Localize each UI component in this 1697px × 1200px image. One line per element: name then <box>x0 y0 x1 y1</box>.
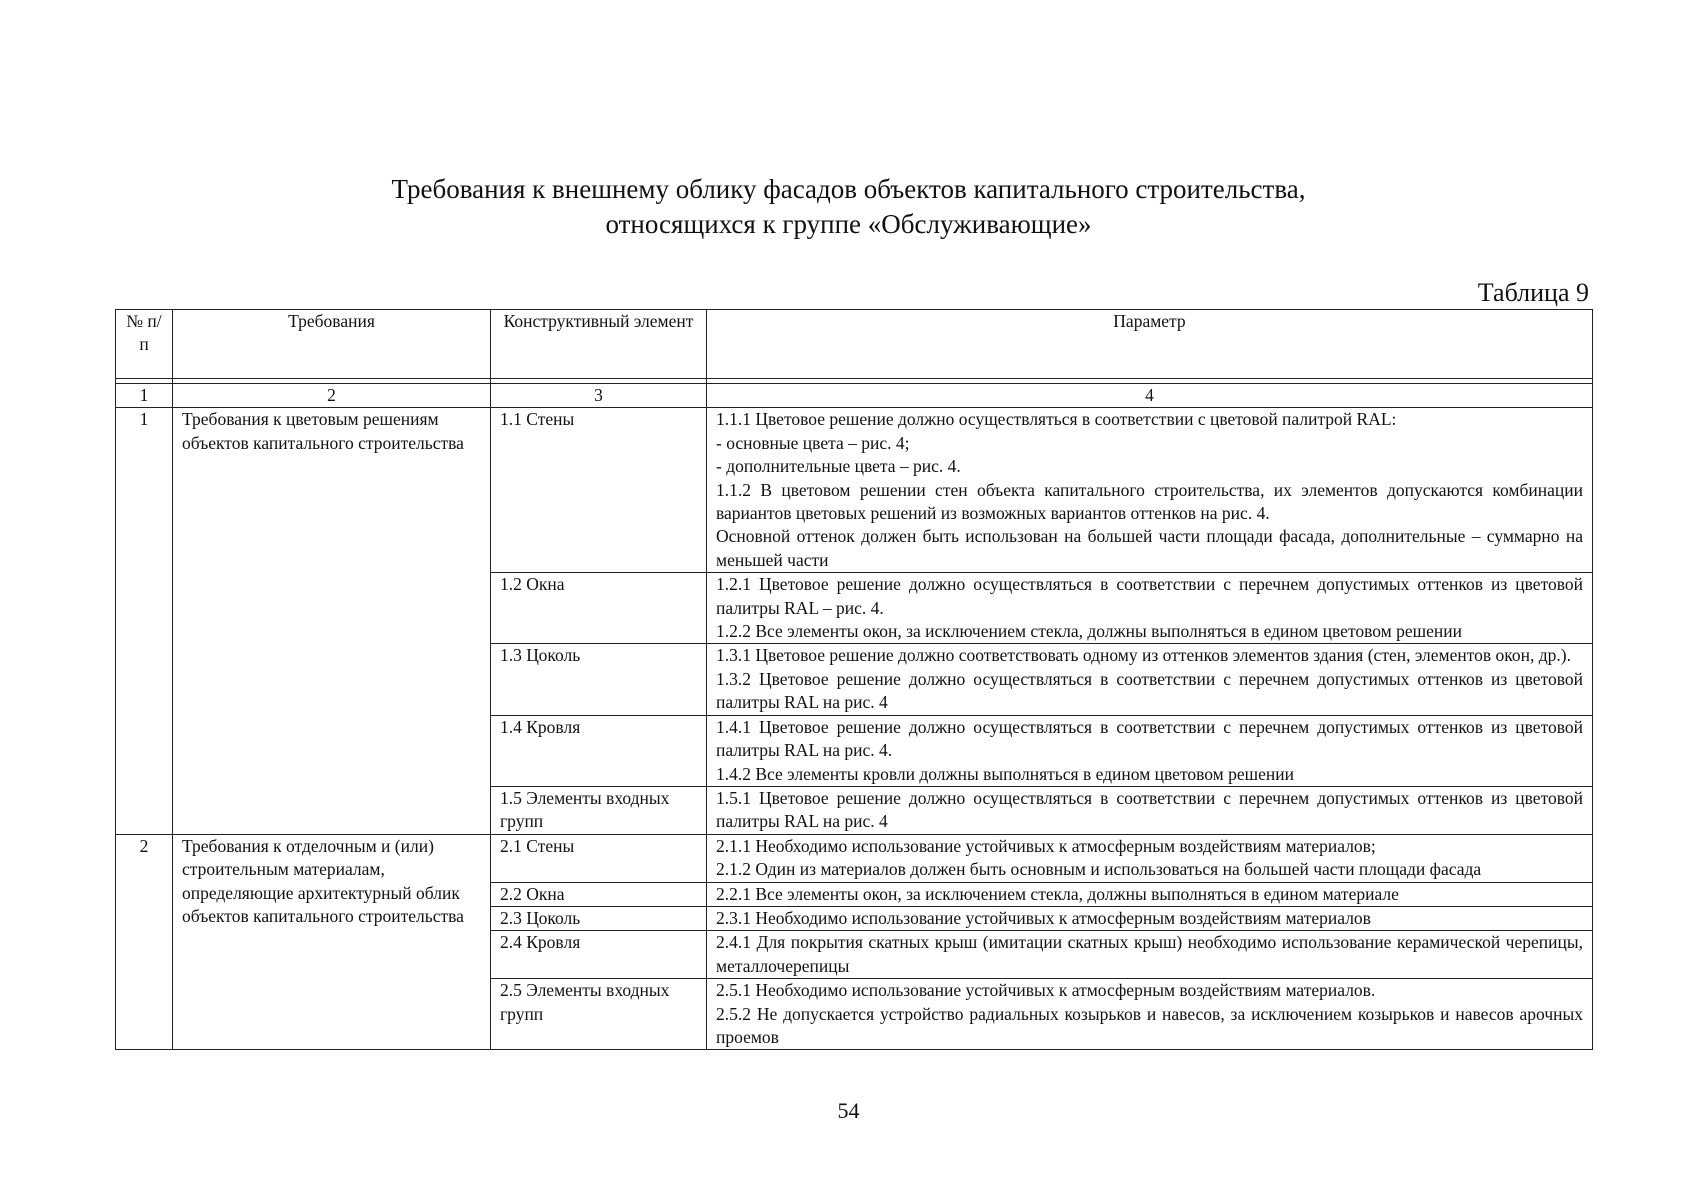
header-requirements: Требования <box>173 310 491 379</box>
construction-element: 1.5 Элементы входных групп <box>491 786 707 834</box>
construction-element: 2.5 Элементы входных групп <box>491 979 707 1050</box>
group-number: 2 <box>116 834 173 1050</box>
column-numbers-row <box>116 384 1593 408</box>
header-construction-element: Конструктивный элемент <box>491 310 707 379</box>
parameter-cell <box>707 573 1593 644</box>
column-number-3: 3 <box>491 384 707 408</box>
parameter-item: 1.1.2 В цветовом решении стен объекта капитального строительства, их элементов допускаются комбинации вариантов цветовых решений из возможных вариантов оттенков на рис. 4. <box>716 479 1583 524</box>
construction-element: 2.3 Цоколь <box>491 906 707 930</box>
parameter-cell <box>707 906 1593 930</box>
column-number-4: 4 <box>707 384 1593 408</box>
table-header-row <box>116 310 1593 379</box>
header-number: № п/п <box>116 310 173 379</box>
document-title <box>0 172 1697 242</box>
parameter-item: 1.2.2 Все элементы окон, за исключением стекла, должны выполняться в едином цветовом решении <box>716 621 1462 642</box>
table-label: Таблица 9 <box>1477 278 1589 307</box>
parameter-item: 2.4.1 Для покрытия скатных крыш (имитации скатных крыш) необходимо использование керамической черепицы, металлочерепицы <box>716 932 1583 976</box>
construction-element: 1.4 Кровля <box>491 715 707 786</box>
parameter-item: 1.3.2 Цветовое решение должно осуществляться в соответствии с перечнем допустимых оттенков из цветовой палитры RAL на рис. 4 <box>716 668 1583 713</box>
parameter-item: 1.5.1 Цветовое решение должно осуществляться в соответствии с перечнем допустимых оттенков из цветовой палитры RAL на рис. 4 <box>716 787 1583 832</box>
construction-element: 2.1 Стены <box>491 834 707 882</box>
parameter-item: 1.3.1 Цветовое решение должно соответствовать одному из оттенков элементов здания (стен, элементов окон, др.). <box>716 645 1572 666</box>
parameter-item: 1.4.1 Цветовое решение должно осуществляться в соответствии с перечнем допустимых оттенков из цветовой палитры RAL на рис. 4. <box>716 716 1583 761</box>
parameter-cell <box>707 715 1593 786</box>
table-row <box>116 408 1593 573</box>
header-parameter: Параметр <box>707 310 1593 379</box>
parameter-cell <box>707 834 1593 882</box>
construction-element: 1.2 Окна <box>491 573 707 644</box>
parameter-cell <box>707 786 1593 834</box>
requirements-table <box>115 309 1593 1050</box>
parameter-cell <box>707 979 1593 1050</box>
document-title-line-1: Требования к внешнему облику фасадов объектов капитального строительства, <box>391 174 1306 204</box>
parameter-item: 2.5.1 Необходимо использование устойчивых к атмосферным воздействиям материалов. <box>716 980 1376 1001</box>
parameter-item: 2.3.1 Необходимо использование устойчивых к атмосферным воздействиям материалов <box>716 907 1371 928</box>
parameter-item: Основной оттенок должен быть использован на большей части площади фасада, дополнительные – суммарно на меньшей части <box>716 526 1583 570</box>
parameter-item: 1.1.1 Цветовое решение должно осуществляться в соответствии с цветовой палитрой RAL: <box>716 409 1397 430</box>
parameter-cell <box>707 882 1593 906</box>
parameter-item: - дополнительные цвета – рис. 4. <box>716 456 961 477</box>
page-number: 54 <box>837 1098 860 1123</box>
group-requirement: Требования к цветовым решениям объектов капитального строительства <box>173 408 491 834</box>
construction-element: 2.4 Кровля <box>491 931 707 979</box>
parameter-cell <box>707 408 1593 573</box>
document-title-line-2: относящихся к группе «Обслуживающие» <box>605 209 1092 239</box>
column-number-2: 2 <box>173 384 491 408</box>
table-row <box>116 834 1593 882</box>
parameter-item: 2.5.2 Не допускается устройство радиальных козырьков и навесов, за исключением козырьков и навесов арочных проемов <box>716 1003 1583 1047</box>
parameter-item: 1.2.1 Цветовое решение должно осуществляться в соответствии с перечнем допустимых оттенков из цветовой палитры RAL – рис. 4. <box>716 574 1583 618</box>
parameter-cell <box>707 931 1593 979</box>
group-number: 1 <box>116 408 173 834</box>
parameter-item: 2.1.2 Один из материалов должен быть основным и использоваться на большей части площади фасада <box>716 859 1482 880</box>
parameter-item: 2.2.1 Все элементы окон, за исключением стекла, должны выполняться в едином материале <box>716 883 1399 904</box>
construction-element: 1.3 Цоколь <box>491 644 707 715</box>
parameter-item: 1.4.2 Все элементы кровли должны выполняться в едином цветовом решении <box>716 763 1294 784</box>
column-number-1: 1 <box>116 384 173 408</box>
parameter-item: 2.1.1 Необходимо использование устойчивых к атмосферным воздействиям материалов; <box>716 835 1376 856</box>
construction-element: 1.1 Стены <box>491 408 707 573</box>
construction-element: 2.2 Окна <box>491 882 707 906</box>
parameter-item: - основные цвета – рис. 4; <box>716 432 910 453</box>
group-requirement: Требования к отделочным и (или) строительным материалам, определяющие архитектурный облик объектов капитального строительства <box>173 834 491 1050</box>
table-body <box>116 379 1593 1050</box>
parameter-cell <box>707 644 1593 715</box>
